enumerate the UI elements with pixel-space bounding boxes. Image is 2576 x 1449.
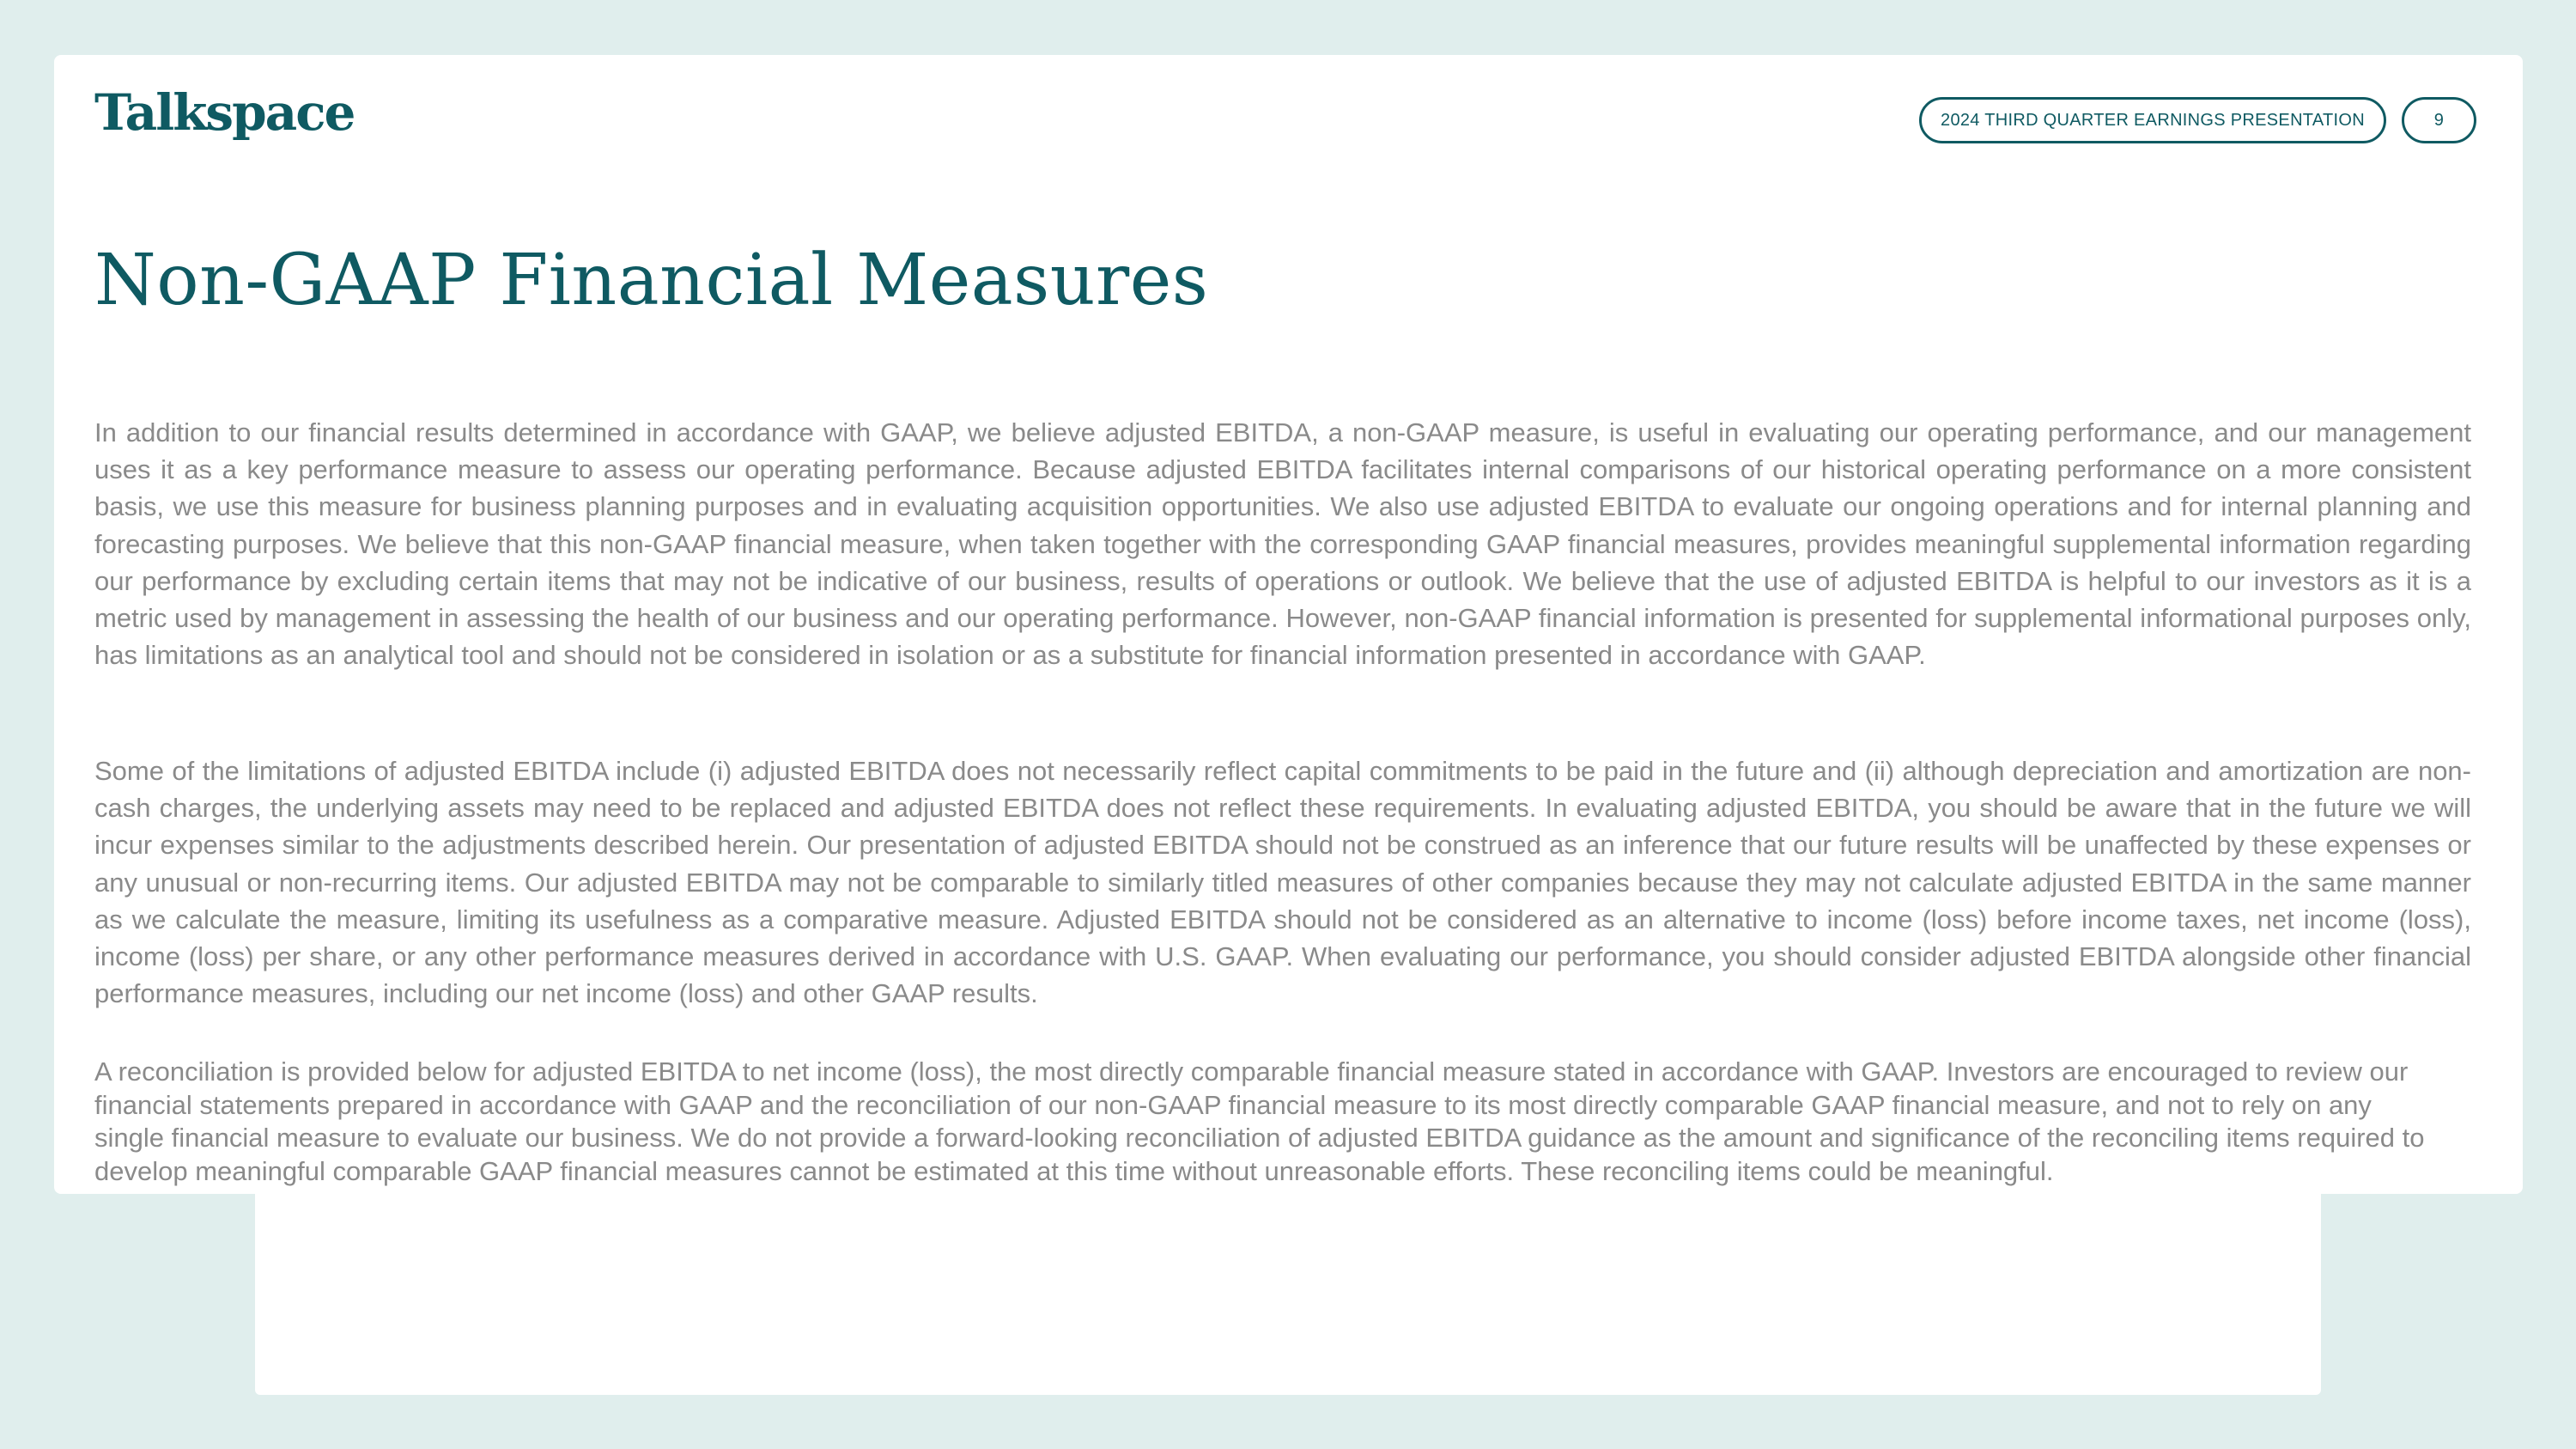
presentation-label-badge: [1919, 97, 2386, 143]
paragraph-reconciliation-note: A reconciliation is provided below for adjusted EBITDA to net income (loss), the most directly comparable financial measure stated in accordance with GAAP. Investors are encouraged to review our financial statements prepared in accordance with GAAP and the reconciliation of our non-GAAP financial measure to its most directly comparable GAAP financial measure, and not to rely on any single financial measure to evaluate our business. We do not provide a forward-looking reconciliation of adjusted EBITDA guidance as the amount and significance of the reconciling items required to develop meaningful comparable GAAP financial measures cannot be estimated at this time without unreasonable efforts. These reconciling items could be meaningful.: [94, 1056, 2425, 1186]
background-panel: [255, 1185, 2321, 1395]
presentation-label: 2024 THIRD QUARTER EARNINGS PRESENTATION: [1941, 110, 2365, 130]
page-number: 9: [2433, 110, 2445, 130]
paragraph-adjusted-ebitda-usefulness: In addition to our financial results determined in accordance with GAAP, we believe adjusted EBITDA, a non-GAAP measure, is useful in evaluating our operating performance, and our management uses it as a key performance measure to assess our operating performance. Because adjusted EBITDA facilitates internal comparisons of our historical operating performance on a more consistent basis, we use this measure for business planning purposes and in evaluating acquisition opportunities. We also use adjusted EBITDA to evaluate our ongoing operations and for internal planning and forecasting purposes. We believe that this non-GAAP financial measure, when taken together with the corresponding GAAP financial measures, provides meaningful supplemental information regarding our performance by excluding certain items that may not be indicative of our business, results of operations or outlook. We believe that the use of adjusted EBITDA is helpful to our investors as it is a metric used by management in assessing the health of our business and our operating performance. However, non-GAAP financial information is presented for supplemental informational purposes only, has limitations as an analytical tool and should not be considered in isolation or as a substitute for financial information presented in accordance with GAAP.: [94, 417, 2471, 671]
paragraph-adjusted-ebitda-limitations: Some of the limitations of adjusted EBITDA include (i) adjusted EBITDA does not necessarily reflect capital commitments to be paid in the future and (ii) although depreciation and amortization are non-cash charges, the underlying assets may need to be replaced and adjusted EBITDA does not reflect these requirements. In evaluating adjusted EBITDA, you should be aware that in the future we will incur expenses similar to the adjustments described herein. Our presentation of adjusted EBITDA should not be construed as an inference that our future results will be unaffected by these expenses or any unusual or non-recurring items. Our adjusted EBITDA may not be comparable to similarly titled measures of other companies because they may not calculate adjusted EBITDA in the same manner as we calculate the measure, limiting its usefulness as a comparative measure. Adjusted EBITDA should not be considered as an alternative to income (loss) before income taxes, net income (loss), income (loss) per share, or any other performance measures derived in accordance with U.S. GAAP. When evaluating our performance, you should consider adjusted EBITDA alongside other financial performance measures, including our net income (loss) and other GAAP results.: [94, 756, 2471, 1009]
page-number-badge: [2402, 97, 2476, 143]
page-title: Non-GAAP Financial Measures: [94, 240, 1209, 321]
talkspace-logo: Talkspace: [94, 83, 355, 142]
slide-card: [54, 55, 2523, 1194]
